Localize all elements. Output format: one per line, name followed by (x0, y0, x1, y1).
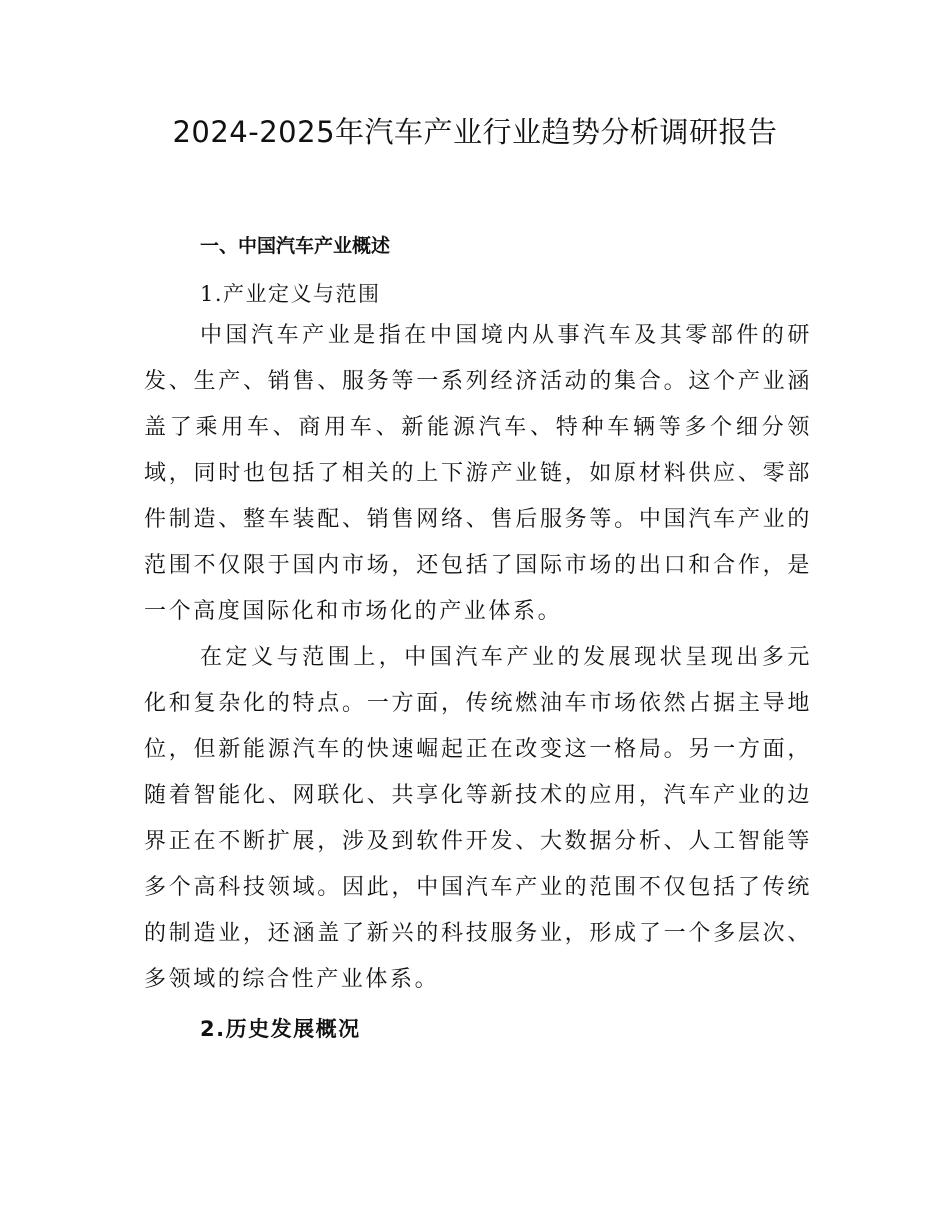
subsection-heading: 1.产业定义与范围 (200, 282, 381, 306)
subsection-heading: 2.历史发展概况 (200, 1017, 361, 1041)
section-heading: 一、中国汽车产业概述 (200, 235, 391, 257)
body-paragraph: 在定义与范围上，中国汽车产业的发展现状呈现出多元化和复杂化的特点。一方面，传统燃油车市场依然占据主导地位，但新能源汽车的快速崛起正在改变这一格局。另一方面，随着智能化、网联化、共享化等新技术的应用，汽车产业的边界正在不断扩展，涉及到软件开发、大数据分析、人工智能等多个高科技领域。因此，中国汽车产业的范围不仅包括了传统的制造业，还涵盖了新兴的科技服务业，形成了一个多层次、多领域的综合性产业体系。 (144, 645, 812, 992)
body-paragraph: 中国汽车产业是指在中国境内从事汽车及其零部件的研发、生产、销售、服务等一系列经济活动的集合。这个产业涵盖了乘用车、商用车、新能源汽车、特种车辆等多个细分领域，同时也包括了相关的上下游产业链，如原材料供应、零部件制造、整车装配、销售网络、售后服务等。中国汽车产业的范围不仅限于国内市场，还包括了国际市场的出口和合作，是一个高度国际化和市场化的产业体系。 (144, 323, 812, 624)
document-title: 2024-2025年汽车产业行业趋势分析调研报告 (172, 115, 778, 149)
